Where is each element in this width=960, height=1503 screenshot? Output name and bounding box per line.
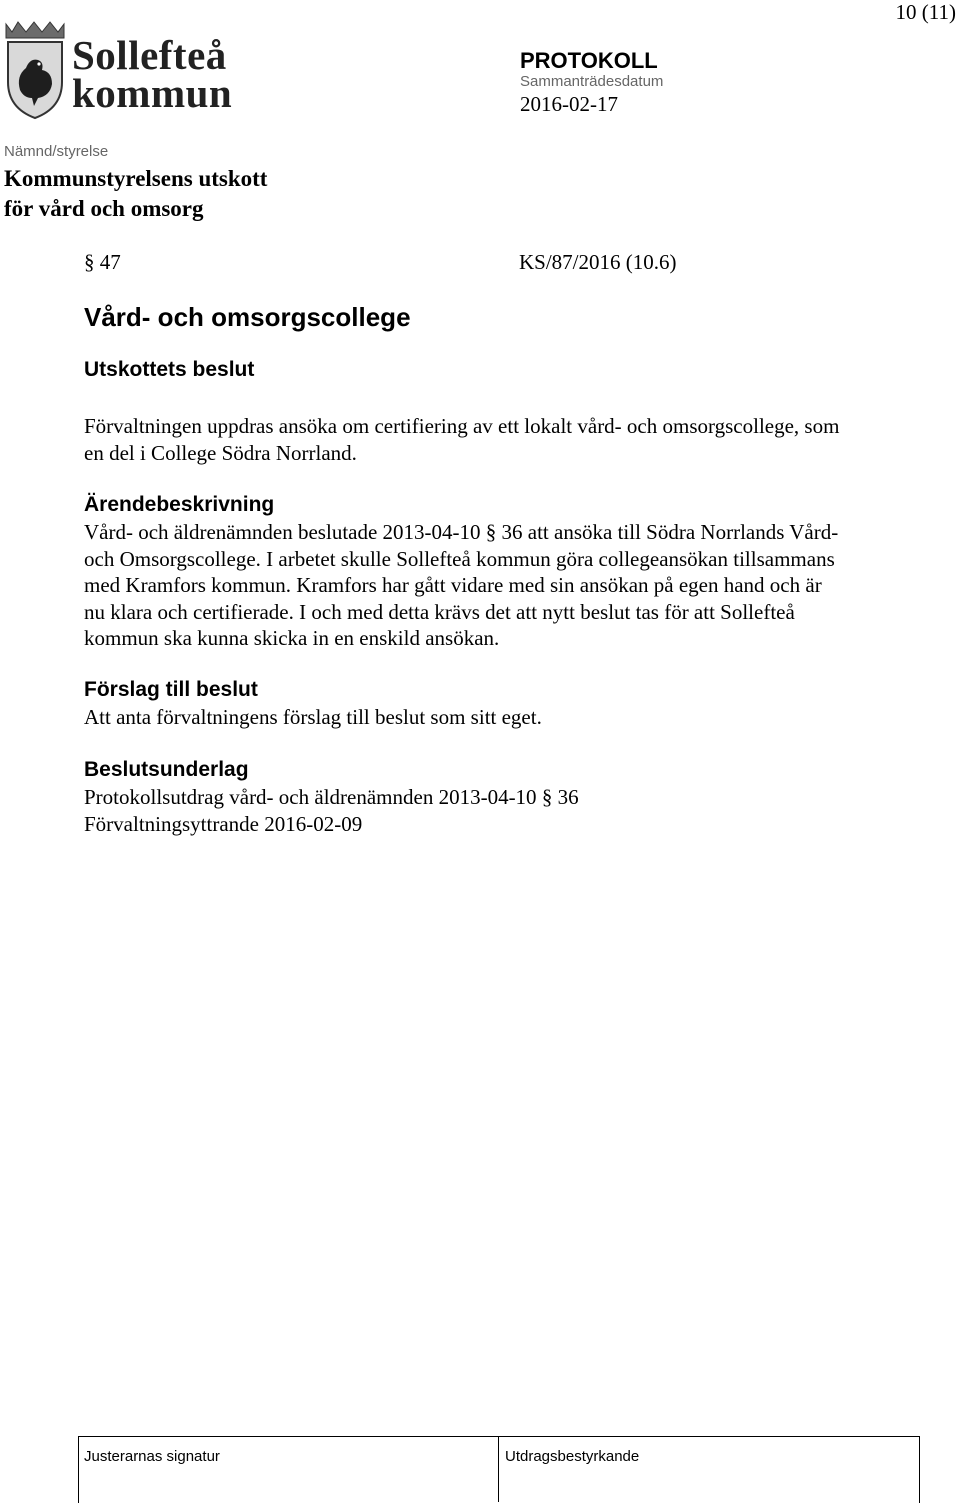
org-name: [4, 164, 267, 224]
logo-line-2: kommun: [72, 70, 233, 116]
description-line-4: nu klara och certifierade. I och med detta krävs det att nytt beslut tas för att Sollefteå: [84, 599, 795, 624]
decision-text: [84, 413, 944, 466]
proposal-heading: Förslag till beslut: [84, 678, 258, 701]
date-label: Sammanträdesdatum: [520, 73, 664, 90]
coat-of-arms-icon: [6, 22, 64, 118]
description-text: [84, 519, 944, 652]
signature-divider: [498, 1436, 499, 1502]
case-title: Vård- och omsorgscollege: [84, 302, 411, 332]
logo-line-1: Sollefteå: [72, 32, 227, 78]
page-number: 10 (11): [895, 0, 956, 24]
basis-line-1-end: 36: [557, 785, 579, 809]
description-heading: Ärendebeskrivning: [84, 493, 275, 516]
section-symbol: §: [84, 250, 95, 274]
org-label: Nämnd/styrelse: [4, 143, 109, 160]
logo-wordmark: [72, 32, 233, 116]
description-line-5: kommun ska kunna skicka in en enskild ansökan.: [84, 626, 500, 650]
description-line-2: och Omsorgscollege. I arbetet skulle Sollefteå kommun göra collegeansökan tillsammans: [84, 546, 835, 571]
decision-line-2: en del i College Södra Norrland.: [84, 440, 357, 465]
proposal-text: Att anta förvaltningens förslag till beslut som sitt eget.: [84, 705, 542, 729]
basis-line-1: [84, 784, 944, 811]
section-symbol: §: [541, 785, 553, 809]
section-symbol: §: [485, 520, 497, 544]
case-number: KS/87/2016 (10.6): [519, 250, 677, 274]
paragraph-number-value: 47: [99, 250, 121, 274]
decision-line-1: Förvaltningen uppdras ansöka om certifiering av ett lokalt vård- och omsorgscollege, som: [84, 414, 840, 438]
document-type: PROTOKOLL: [520, 48, 658, 73]
decision-heading: Utskottets beslut: [84, 358, 255, 381]
certification-label: Utdragsbestyrkande: [505, 1448, 640, 1465]
basis-text: [84, 784, 944, 837]
org-name-line-2: för vård och omsorg: [4, 196, 204, 221]
meeting-date: 2016-02-17: [520, 92, 618, 116]
paragraph-number: [84, 250, 121, 275]
description-line-1-start: Vård- och äldrenämnden beslutade 2013-04-10: [84, 520, 481, 544]
description-line-1: [84, 519, 944, 546]
org-name-line-1: Kommunstyrelsens utskott: [4, 166, 268, 191]
basis-line-2: Förvaltningsyttrande 2016-02-09: [84, 811, 363, 836]
basis-line-1-start: Protokollsutdrag vård- och äldrenämnden 2013-04-10: [84, 785, 537, 809]
signature-box: [78, 1436, 920, 1503]
description-line-3: med Kramfors kommun. Kramfors har gått vidare med sin ansökan på egen hand och är: [84, 573, 822, 597]
signature-label: Justerarnas signatur: [84, 1448, 220, 1465]
description-line-1-end: 36 att ansöka till Södra Norrlands Vård-: [501, 520, 839, 544]
basis-heading: Beslutsunderlag: [84, 758, 249, 781]
